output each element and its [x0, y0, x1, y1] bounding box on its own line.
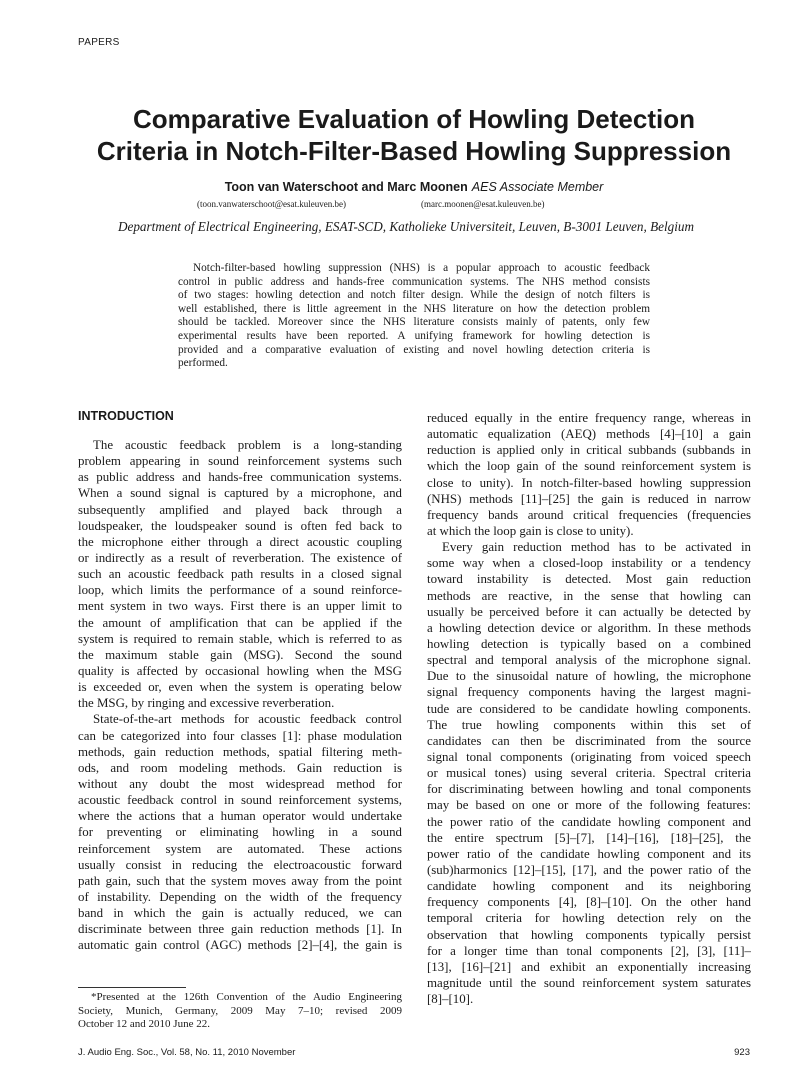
text-line: usually be perceived before it can actually be detected by [427, 604, 751, 619]
text-line: the maximum stable gain (MSG). Second the sound [78, 647, 402, 662]
abstract-line: well established, there is little agreement in the NHS literature on how the detection problem [178, 302, 650, 315]
text-line: observation that howling components typically persist [427, 927, 751, 942]
body-column-left [78, 437, 402, 954]
text-line: signal frequency components having the largest magni- [427, 685, 751, 700]
text-line: path gain, such that the system moves away from the point [78, 873, 402, 888]
page-title [0, 103, 812, 167]
text-line: such an acoustic feedback path results in a closed signal [78, 567, 402, 582]
section-heading: INTRODUCTION [78, 409, 174, 423]
text-line: quality is affected by occasional howling when the MSG [78, 663, 402, 678]
abstract-line: control in public address and hands-free communication systems. The NHS method consists [178, 275, 650, 288]
text-line: is exceeded or, even when the system is operating below [78, 680, 402, 695]
section-label: PAPERS [78, 37, 120, 48]
text-line: of instability. Depending on the width of the frequency [78, 889, 402, 904]
text-line: the amount of amplification that can be applied if the [78, 615, 402, 630]
abstract-line: of two stages: howling detection and notch filter design. While the design of notch filters is [178, 289, 650, 302]
text-line: When a sound signal is captured by a microphone, and [78, 486, 402, 501]
text-line: band in which the gain is actually reduced, we can [78, 906, 402, 921]
text-line: where the actions that a human operator would undertake [78, 809, 402, 824]
text-line: tude are considered to be candidate howling components. [427, 701, 751, 716]
text-line: power ratio of the candidate howling component and its [427, 846, 751, 861]
text-line: at which the loop gain is close to unity). [427, 523, 634, 538]
author-names: Toon van Waterschoot and Marc Moonen [224, 180, 468, 194]
text-line: toward instability is detected. Most gain reduction [427, 572, 751, 587]
text-line: can be categorized into four classes [1]: phase modulation [78, 728, 402, 743]
text-line: subsequently amplified and played back through a [78, 502, 402, 517]
abstract-line: performed. [178, 357, 228, 370]
text-line: the MSG, by ringing and excessive reverberation. [78, 696, 335, 711]
text-line: reduced equally in the entire frequency range, whereas in [427, 411, 751, 425]
text-line: Due to the sinusoidal nature of howling, the microphone [427, 669, 751, 684]
page-number: 923 [734, 1047, 750, 1058]
text-line: or musical tones) using several criteria. Spectral criteria [427, 766, 751, 781]
text-line: acoustic feedback control in sound reinforcement systems, [78, 793, 402, 808]
abstract-line: experimental results have been reported. A unifying framework for howling detection is [178, 329, 650, 342]
text-line: candidate howling component and its neighboring [427, 879, 751, 894]
text-line: The true howling components within this set of [427, 717, 751, 732]
text-line: the microphone either through a direct acoustic coupling [78, 534, 402, 549]
text-line: reduction is applied only in critical subbands (subbands in [427, 443, 751, 458]
text-line: [13], [16]–[21] and exhibit an exponentially increasing [427, 959, 751, 974]
text-line: temporal criteria for howling detection rely on the [427, 911, 751, 926]
title-line: Criteria in Notch-Filter-Based Howling Suppression [96, 136, 732, 166]
text-line: [8]–[10]. [427, 992, 474, 1007]
author-membership: AES Associate Member [471, 180, 604, 194]
text-line: methods are reactive, in the sense that howling can [427, 588, 751, 603]
text-line: ment system in two ways. First there is an upper limit to [78, 599, 402, 614]
title-line: Comparative Evaluation of Howling Detection [133, 104, 695, 134]
text-line: The acoustic feedback problem is a long-standing [93, 438, 402, 452]
body-column-right [427, 410, 751, 1007]
text-line: howling detection is typically based on a combined [427, 636, 751, 651]
text-line: or indirectly as a result of reverberation. The existence of [78, 550, 402, 565]
text-line: discriminate between three gain reduction methods [1]. In [78, 922, 402, 937]
text-line: for preventing or eliminating howling in a sound [78, 825, 402, 840]
text-line: reinforcement system are automated. These actions [78, 841, 402, 856]
footnote-line: October 12 and 2010 June 22. [78, 1018, 210, 1030]
text-line: for a longer time than tonal components [2], [3], [11]– [427, 943, 751, 958]
text-line: some way when a closed-loop instability or a tendency [427, 556, 751, 571]
text-line: frequency bands around critical frequencies (frequencies [427, 507, 751, 522]
text-line: which the loop gain of the sound reinforcement system is [427, 459, 751, 474]
text-line: candidates can then be discriminated from the source [427, 733, 751, 748]
text-line: loudspeaker, the loudspeaker sound is often fed back to [78, 518, 402, 533]
author-email: (marc.moonen@esat.kuleuven.be) [421, 199, 545, 209]
abstract-line: should be tackled. Moreover since the NHS literature consists mainly of patents, only few [178, 316, 650, 329]
text-line: magnitude until the sound reinforcement system saturates [427, 975, 751, 990]
text-line: automatic equalization (AEQ) methods [4]–[10] a gain [427, 427, 751, 442]
abstract-line: Notch-filter-based howling suppression (NHS) is a popular approach to acoustic feedback [193, 262, 650, 274]
text-line: may be based on one or more of the following features: [427, 798, 751, 813]
text-line: the entire spectrum [5]–[7], [14]–[16], [18]–[25], the [427, 830, 751, 845]
text-line: signal tonal components (originating from voiced speech [427, 749, 751, 764]
journal-citation: J. Audio Eng. Soc., Vol. 58, No. 11, 2010 November [78, 1047, 296, 1058]
text-line: frequency components [4], [8]–[10]. On the other hand [427, 895, 751, 910]
text-line: problem appearing in sound reinforcement systems such [78, 454, 402, 469]
author-email: (toon.vanwaterschoot@esat.kuleuven.be) [197, 199, 346, 209]
footnote [78, 991, 402, 1032]
footnote-line: Society, Munich, Germany, 2009 May 7–10; revised 2009 [78, 1004, 402, 1017]
text-line: as public address and hands-free communication systems. [78, 470, 402, 485]
text-line: without any doubt the most widespread method for [78, 776, 402, 791]
abstract-line: provided and a comparative evaluation of existing and novel howling detection criteria is [178, 343, 650, 356]
text-line: State-of-the-art methods for acoustic feedback control [93, 712, 402, 727]
text-line: the power ratio of the candidate howling component and [427, 814, 751, 829]
footnote-divider [78, 987, 186, 988]
affiliation: Department of Electrical Engineering, ESAT-SCD, Katholieke Universiteit, Leuven, B-3001 Leuven, Belgium [117, 219, 695, 234]
text-line: a howling detection device or algorithm. In these methods [427, 620, 751, 635]
author-line [0, 180, 812, 194]
text-line: (NHS) methods [11]–[25] the gain is reduced in narrow [427, 491, 751, 506]
text-line: for discriminating between howling and tonal components [427, 782, 751, 797]
text-line: ods, and room modeling methods. Gain reduction is [78, 760, 402, 775]
text-line: automatic gain control (AGC) methods [2]–[4], the gain is [78, 938, 402, 953]
abstract [178, 262, 650, 371]
text-line: (sub)harmonics [12]–[15], [17], and the power ratio of the [427, 862, 751, 877]
text-line: usually consist in reducing the electroacoustic forward [78, 857, 402, 872]
text-line: loop, which limits the performance of a sound reinforce- [78, 583, 402, 598]
text-line: close to unity). In notch-filter-based howling suppression [427, 475, 751, 490]
text-line: system is required to remain stable, which is referred to as [78, 631, 402, 646]
text-line: spectral and temporal analysis of the microphone signal. [427, 653, 751, 668]
text-line: methods, gain reduction methods, spatial filtering meth- [78, 744, 402, 759]
footnote-line: *Presented at the 126th Convention of the Audio Engineering [91, 991, 402, 1003]
text-line: Every gain reduction method has to be activated in [442, 540, 751, 555]
